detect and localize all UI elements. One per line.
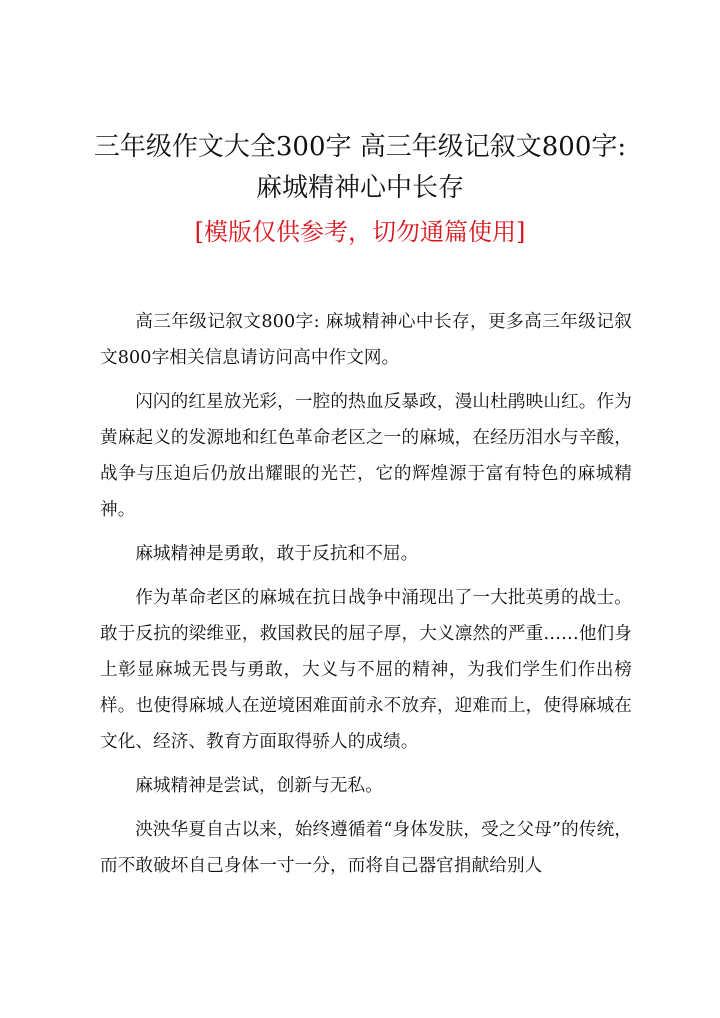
document-body [100, 304, 632, 892]
template-notice: [模版仅供参考，切勿通篇使用] [194, 218, 526, 246]
paragraph-soldiers: 作为革命老区的麻城在抗日战争中涌现出了一大批英勇的战士。敢于反抗的梁维亚，救国救民的屈子厚，大义凛然的严重……他们身上彰显麻城无畏与勇敢，大义与不屈的精神，为我们学生们作出榜样。也使得麻城人在逆境困难面前永不放弃，迎难而上，使得麻城在文化、经济、教育方面取得骄人的成绩。 [100, 588, 632, 752]
document-title-line-2: 麻城精神心中长存 [255, 173, 464, 203]
paragraph-tradition: 泱泱华夏自古以来，始终遵循着“身体发肤，受之父母”的传统，而不敢破坏自己身体一寸一分，而将自己器官捐献给别人 [100, 820, 632, 876]
paragraph-courage-heading: 麻城精神是勇敢，敢于反抗和不屈。 [135, 544, 419, 564]
paragraph-intro: 高三年级记叙文800字: 麻城精神心中长存，更多高三年级记叙文800字相关信息请访问高中作文网。 [100, 312, 632, 368]
document-title-line-1: 三年级作文大全300字 高三年级记叙文800字: [93, 132, 627, 162]
paragraph-innovation-heading: 麻城精神是尝试，创新与无私。 [135, 776, 383, 796]
paragraph-red-star: 闪闪的红星放光彩，一腔的热血反暴政，漫山杜鹃映山红。作为黄麻起义的发源地和红色革命老区之一的麻城，在经历泪水与辛酸，战争与压迫后仍放出耀眼的光芒，它的辉煌源于富有特色的麻城精神。 [100, 392, 632, 520]
